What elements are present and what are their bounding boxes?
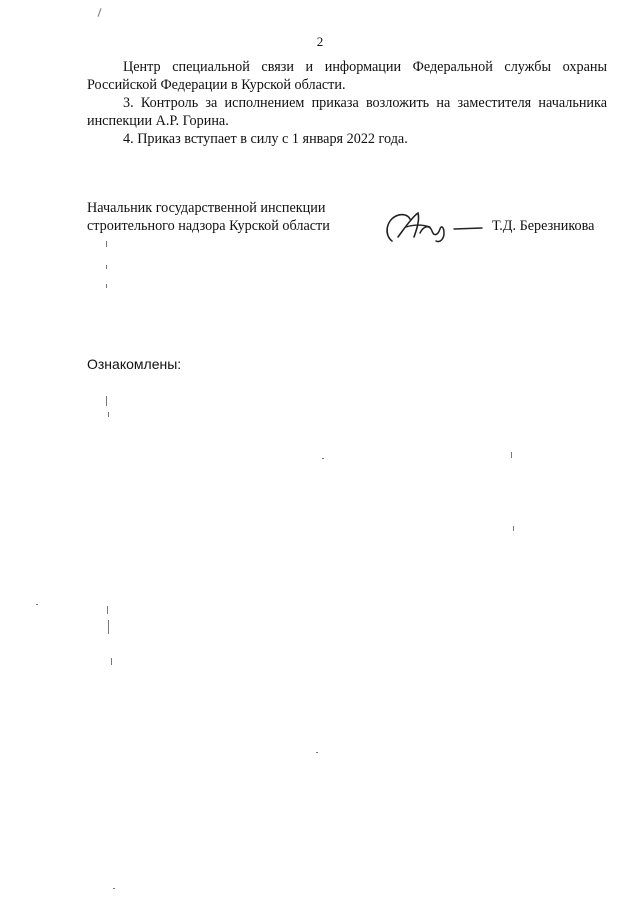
- signatory-position-line-1: Начальник государственной инспекции: [87, 200, 326, 216]
- scan-artifact: [513, 526, 514, 531]
- scan-artifact: [107, 606, 108, 614]
- scan-artifact: [106, 265, 107, 269]
- scan-artifact: [36, 604, 38, 605]
- scan-artifact: [108, 412, 109, 417]
- scan-artifact: [97, 8, 101, 17]
- scan-artifact: [106, 241, 107, 247]
- acquainted-label: Ознакомлены:: [87, 356, 182, 372]
- scan-artifact: [511, 452, 512, 458]
- paragraph-recipient-continued: Центр специальной связи и информации Федеральной службы охраны Российской Федерации в Курской области.: [87, 59, 607, 93]
- paragraph-control-clause: 3. Контроль за исполнением приказа возложить на заместителя начальника инспекции А.Р. Горина.: [87, 95, 607, 129]
- signatory-position-line-2: строительного надзора Курской области: [87, 218, 330, 234]
- signatory-position: [87, 199, 330, 235]
- scan-artifact: [108, 620, 109, 634]
- scan-artifact: [316, 752, 318, 753]
- scan-artifact: [113, 888, 115, 889]
- signatory-name: Т.Д. Березникова: [492, 218, 595, 234]
- handwritten-signature: [378, 207, 488, 247]
- scan-artifact: [106, 284, 107, 288]
- page-number: 2: [316, 34, 324, 49]
- scan-artifact: [111, 658, 112, 665]
- scan-artifact: [322, 458, 324, 459]
- paragraph-effective-date: 4. Приказ вступает в силу с 1 января 2022 года.: [123, 131, 408, 147]
- scan-artifact: [106, 396, 107, 406]
